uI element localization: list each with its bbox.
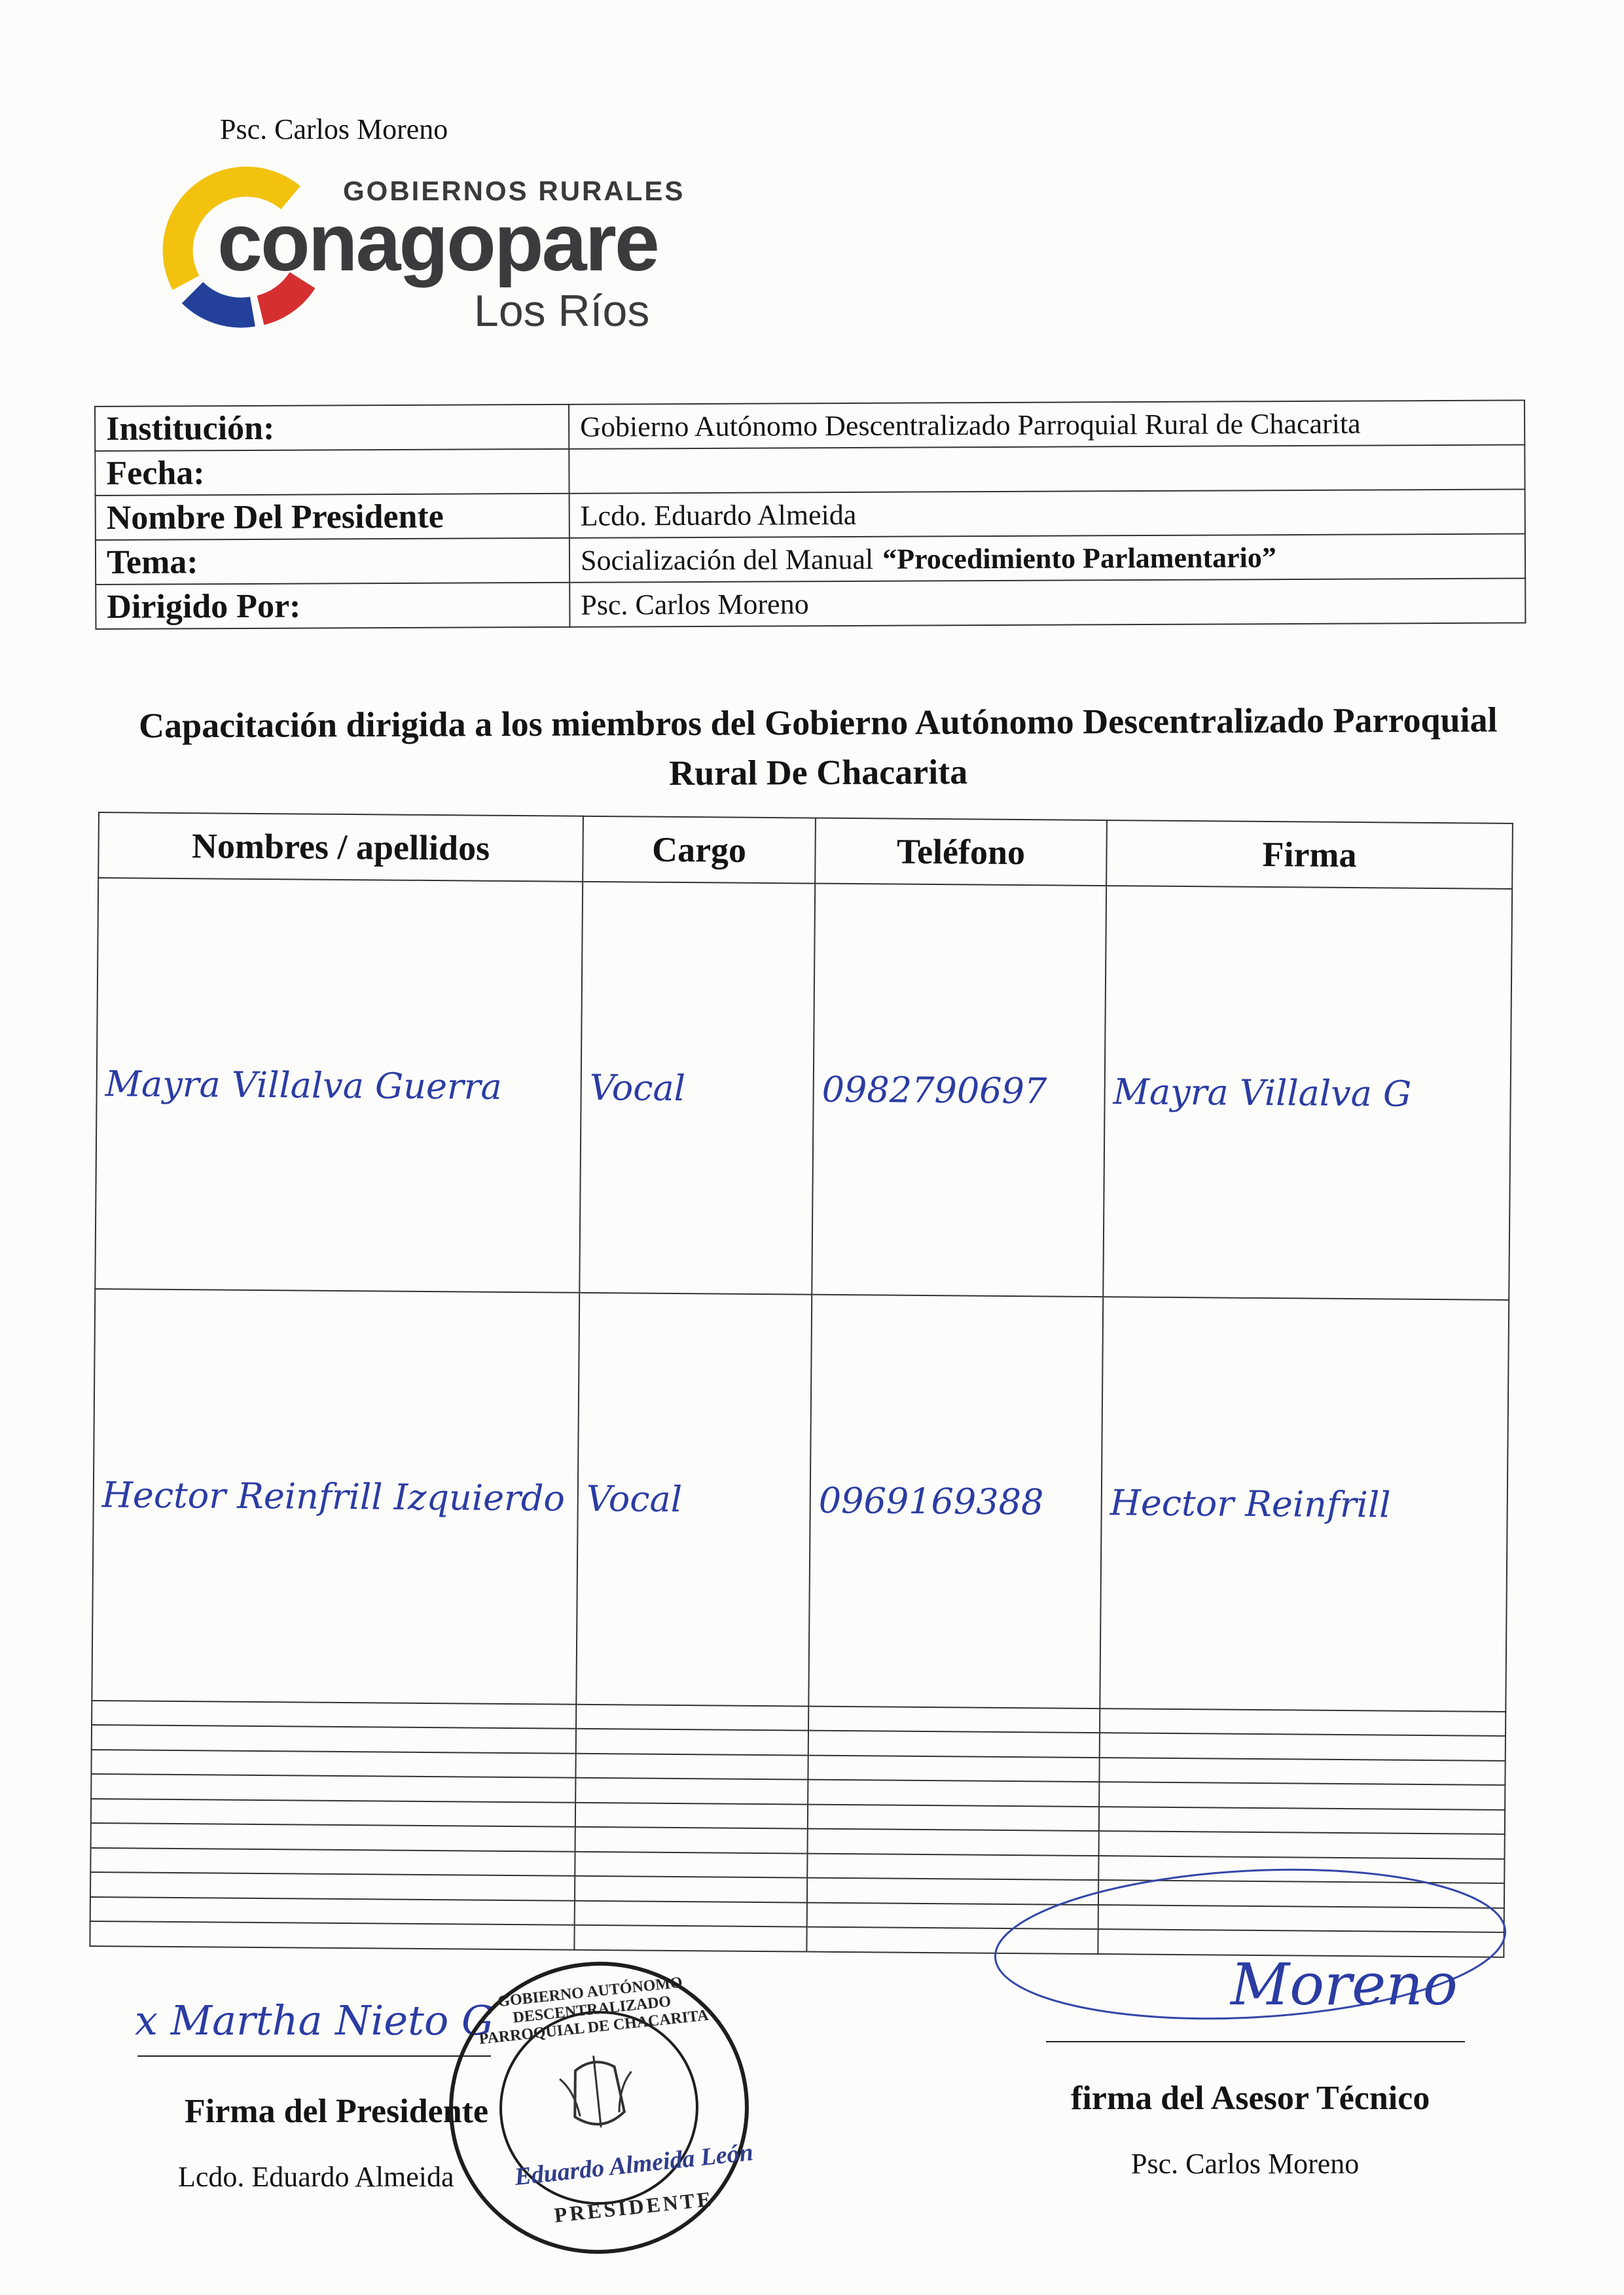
attendee-phone: 0982790697 <box>812 884 1106 1297</box>
training-title-line: Rural De Chacarita <box>669 752 968 793</box>
president-signature-label: Firma del Presidente <box>185 2093 489 2130</box>
info-label: Nombre Del Presidente <box>96 494 569 540</box>
attendee-name: Mayra Villalva Guerra <box>95 878 583 1293</box>
column-header-signature: Firma <box>1106 820 1513 889</box>
column-header-role: Cargo <box>583 816 816 884</box>
attendance-row <box>95 878 1512 1300</box>
attendee-phone: 0969169388 <box>808 1295 1103 1708</box>
attendee-signature <box>1100 1733 1506 1760</box>
attendee-signature <box>1100 1708 1506 1736</box>
topic-text: Socialización del Manual <box>580 543 874 577</box>
attendee-role <box>576 1729 808 1755</box>
info-row-institution <box>95 400 1525 451</box>
advisor-signature-label: firma del Asesor Técnico <box>1071 2080 1430 2117</box>
info-row-directed-by <box>96 578 1525 629</box>
attendee-signature <box>1099 1807 1505 1834</box>
attendee-name <box>92 1701 576 1729</box>
attendee-role: Vocal <box>576 1293 812 1706</box>
org-name: conagopare <box>217 198 658 288</box>
attendee-signature <box>1099 1758 1505 1785</box>
info-value-topic <box>569 533 1525 582</box>
attendee-name <box>90 1921 574 1949</box>
seal-title: PRESIDENTE <box>552 2186 715 2227</box>
prepared-by-note: Psc. Carlos Moreno <box>220 113 448 145</box>
attendee-signature: Hector Reinfrill <box>1100 1297 1509 1711</box>
attendee-name <box>92 1725 576 1753</box>
attendee-role <box>575 1827 808 1853</box>
attendee-role <box>576 1705 808 1731</box>
column-header-phone: Teléfono <box>815 818 1107 886</box>
org-subtitle: GOBIERNOS RURALES <box>343 175 685 206</box>
column-header-names: Nombres / apellidos <box>98 812 583 882</box>
president-signature-line <box>137 2055 491 2057</box>
attendee-name <box>90 1848 575 1876</box>
seal-inner-signature: Eduardo Almeida León <box>513 2138 755 2191</box>
attendee-phone <box>808 1755 1099 1782</box>
attendee-role: Vocal <box>579 882 815 1295</box>
president-signature: x Martha Nieto G <box>135 1997 494 2044</box>
info-value <box>569 444 1525 493</box>
info-value: Psc. Carlos Moreno <box>569 578 1525 626</box>
attendee-signature <box>1099 1782 1505 1809</box>
attendee-name <box>90 1872 575 1900</box>
org-region: Los Ríos <box>474 286 650 336</box>
attendee-role <box>575 1901 807 1927</box>
attendance-table <box>89 812 1512 1958</box>
topic-emphasis: “Procedimiento Parlamentario” <box>882 541 1276 575</box>
attendee-role <box>575 1876 807 1902</box>
attendee-role <box>575 1852 807 1878</box>
attendee-role <box>575 1754 808 1780</box>
training-title <box>118 695 1519 800</box>
attendee-phone <box>808 1731 1100 1758</box>
advisor-name: Psc. Carlos Moreno <box>1131 2148 1360 2180</box>
training-title-line: Capacitación dirigida a los miembros del Gobierno Autónomo Descentralizado Parroquial <box>138 700 1498 746</box>
info-row-topic <box>96 533 1525 585</box>
attendance-header-row <box>98 812 1513 889</box>
attendee-name: Hector Reinfrill Izquierdo <box>92 1289 579 1704</box>
advisor-signature: Moreno <box>1231 1951 1458 2018</box>
attendee-name <box>90 1897 575 1925</box>
attendee-phone <box>808 1706 1100 1733</box>
attendance-row <box>92 1289 1509 1711</box>
attendee-signature: Mayra Villalva G <box>1103 886 1512 1300</box>
attendee-name <box>91 1750 575 1778</box>
info-label: Fecha: <box>95 449 569 496</box>
info-row-date <box>95 444 1525 496</box>
attendee-signature <box>1099 1831 1505 1858</box>
info-table <box>94 399 1526 630</box>
seal-ring-text: GOBIERNO AUTÓNOMO DESCENTRALIZADO PARROQUIAL DE CHACARITA <box>478 1974 710 2048</box>
info-label: Tema: <box>96 538 569 585</box>
attendee-name <box>91 1774 575 1802</box>
advisor-signature-line <box>1046 2041 1465 2042</box>
president-name: Lcdo. Eduardo Almeida <box>178 2161 454 2193</box>
attendee-phone <box>808 1780 1099 1807</box>
attendee-role <box>575 1778 808 1804</box>
info-row-president <box>96 489 1525 540</box>
info-value: Lcdo. Eduardo Almeida <box>569 489 1525 537</box>
info-label: Institución: <box>95 405 569 451</box>
attendee-name <box>91 1823 575 1851</box>
attendee-name <box>91 1799 575 1827</box>
official-seal-stamp <box>430 1942 768 2274</box>
info-value: Gobierno Autónomo Descentralizado Parroquial Rural de Chacarita <box>569 400 1525 448</box>
attendee-phone <box>808 1829 1099 1856</box>
info-label: Dirigido Por: <box>96 583 569 629</box>
logo-blue-arc <box>192 293 253 313</box>
attendee-role <box>575 1803 808 1829</box>
attendee-phone <box>808 1804 1099 1831</box>
